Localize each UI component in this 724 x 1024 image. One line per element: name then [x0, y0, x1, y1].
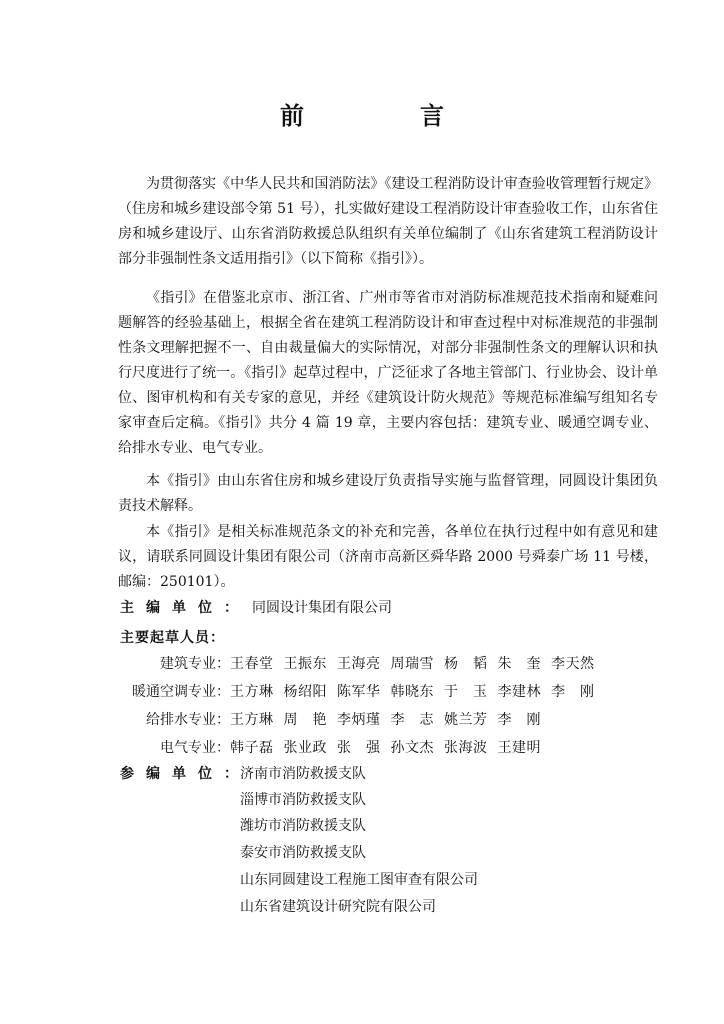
chief-unit-label: 主编单位： [120, 600, 250, 616]
drafter-name: 李 刚 [551, 684, 595, 700]
drafter-name: 李炳瑾 [337, 712, 381, 728]
participating-unit: 山东同圆建设工程施工图审查有限公司 [240, 872, 478, 888]
drafter-name: 韩晓东 [390, 684, 434, 700]
paragraph-feedback [118, 520, 658, 595]
paragraph-text: 为贯彻落实《中华人民共和国消防法》《建设工程消防设计审查验收管理暂行规定》（住房和城乡建设部令第 51 号），扎实做好建设工程消防设计审查验收工作，山东省住房和城乡建设厅、山东省消防救援总队组织有关单位编制了《山东省建筑工程消防设计部分非强制性条文适用指引》（以下简称《指引》）。 [118, 176, 658, 267]
drafter-name: 张业政 [283, 740, 327, 756]
drafter-name: 李 志 [390, 712, 434, 728]
paragraph-management [118, 469, 658, 519]
drafter-name: 王方琳 [230, 684, 274, 700]
drafter-name: 张海波 [444, 740, 488, 756]
specialty-label: 给排水专业： [146, 712, 230, 728]
participating-unit: 淄博市消防救援支队 [240, 792, 366, 808]
drafter-name: 王海亮 [337, 656, 381, 672]
drafter-name: 王建明 [497, 740, 541, 756]
drafter-name: 王振东 [283, 656, 327, 672]
specialty-label: 暖通空调专业： [132, 684, 230, 700]
drafter-name: 李 刚 [497, 712, 541, 728]
paragraph-intro [118, 172, 658, 272]
drafter-name: 于 玉 [444, 684, 488, 700]
drafter-name: 杨绍阳 [283, 684, 327, 700]
paragraph-drafting [118, 286, 658, 461]
drafter-name: 周 艳 [283, 712, 327, 728]
chief-unit-value: 同圆设计集团有限公司 [252, 600, 392, 616]
drafter-name: 孙文杰 [390, 740, 434, 756]
participating-unit: 泰安市消防救援支队 [240, 845, 366, 861]
drafter-name: 王方琳 [230, 712, 274, 728]
drafter-name: 姚兰芳 [444, 712, 488, 728]
participating-unit: 山东省建筑设计研究院有限公司 [240, 899, 436, 915]
participating-units-label-row [120, 764, 250, 784]
drafter-group-plumbing [120, 710, 551, 730]
drafters-label-row [120, 628, 225, 648]
participating-unit: 潍坊市消防救援支队 [240, 818, 366, 834]
drafter-name: 周瑞雪 [390, 656, 434, 672]
drafter-name: 王春堂 [230, 656, 274, 672]
drafter-group-hvac [120, 682, 605, 702]
drafter-name: 李建林 [497, 684, 541, 700]
drafter-group-electrical [120, 738, 551, 758]
page-title: 前 言 [280, 102, 490, 130]
drafter-name: 朱 奎 [497, 656, 541, 672]
drafters-label: 主要起草人员： [120, 630, 225, 646]
paragraph-text: 本《指引》是相关标准规范条文的补充和完善，各单位在执行过程中如有意见和建议，请联系同圆设计集团有限公司（济南市高新区舜华路 2000 号舜泰广场 11 号楼，邮编：250101）。 [118, 524, 658, 590]
participating-units-label: 参编单位： [120, 766, 250, 782]
paragraph-text: 《指引》在借鉴北京市、浙江省、广州市等省市对消防标准规范技术指南和疑难问题解答的经验基础上，根据全省在建筑工程消防设计和审查过程中对标准规范的非强制性条文理解把握不一、自由裁量偏大的实际情况，对部分非强制性条文的理解认识和执行尺度进行了统一。《指引》起草过程中，广泛征求了各地主管部门、行业协会、设计单位、图审机构和有关专家的意见，并经《建筑设计防火规范》等规范标准编写组知名专家审查后定稿。《指引》共分 4 篇 19 章，主要内容包括：建筑专业、暖通空调专业、给排水专业、电气专业。 [118, 290, 658, 456]
specialty-label: 电气专业： [160, 740, 230, 756]
drafter-group-architecture [120, 654, 605, 674]
drafter-name: 张 强 [337, 740, 381, 756]
paragraph-text: 本《指引》由山东省住房和城乡建设厅负责指导实施与监督管理，同圆设计集团负责技术解释。 [118, 473, 658, 514]
drafter-name: 李天然 [551, 656, 595, 672]
specialty-label: 建筑专业： [160, 656, 230, 672]
drafter-name: 陈军华 [337, 684, 381, 700]
participating-unit: 济南市消防救援支队 [240, 766, 366, 782]
drafter-name: 杨 韬 [444, 656, 488, 672]
chief-unit-row [120, 598, 392, 618]
drafter-name: 韩子磊 [230, 740, 274, 756]
